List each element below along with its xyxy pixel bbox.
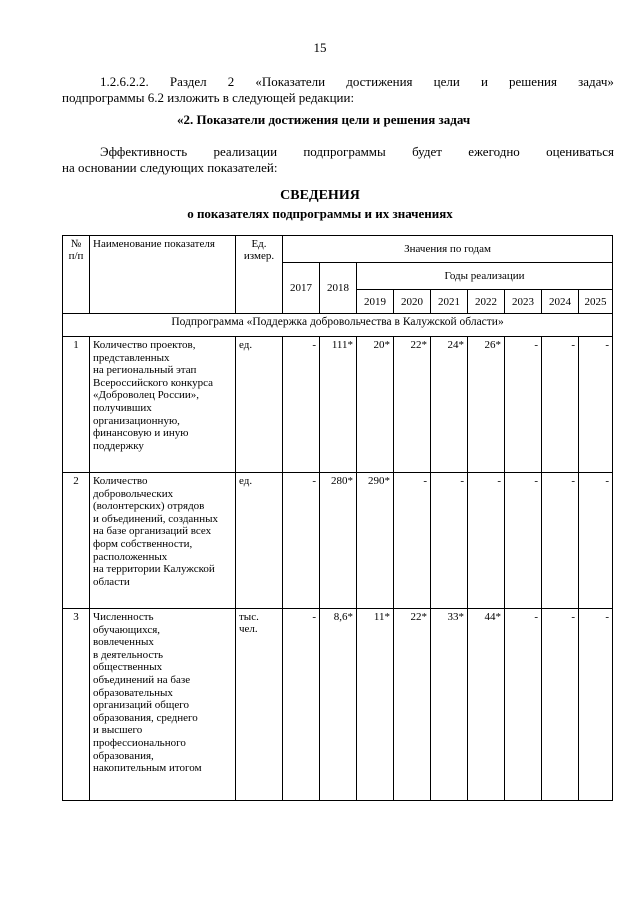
header-year: 2018 xyxy=(320,263,357,314)
indicator-name-line: на региональный этап xyxy=(93,364,197,377)
value-cell: - xyxy=(505,473,542,609)
header-implementation-years: Годы реализации xyxy=(357,263,613,290)
unit-cell: ед. xyxy=(236,337,283,473)
document-title: СВЕДЕНИЯ xyxy=(280,188,360,203)
indicator-name-line: Количество xyxy=(93,475,148,487)
row-number: 2 xyxy=(63,473,90,609)
indicator-name-line: получивших xyxy=(93,401,152,414)
amendment-word: 2 xyxy=(227,74,235,89)
indicator-name-line: организаций общего xyxy=(93,699,189,712)
value-cell: 26* xyxy=(468,337,505,473)
header-year: 2022 xyxy=(468,290,505,314)
indicators-table xyxy=(62,235,613,801)
value-cell: - xyxy=(431,473,468,609)
value-cell: 111* xyxy=(320,337,357,473)
value-cell: - xyxy=(542,473,579,609)
page-number: 15 xyxy=(313,40,327,55)
header-year: 2023 xyxy=(505,290,542,314)
amendment-line-2: подпрограммы 6.2 изложить в следующей редакции: xyxy=(62,90,355,105)
indicator-name-line: Количество проектов, xyxy=(93,339,196,351)
indicator-name-line: общественных xyxy=(93,661,163,674)
amendment-line-1 xyxy=(62,74,614,90)
amendment-word: задач» xyxy=(578,74,614,89)
subprogram-title: Подпрограмма «Поддержка добровольчества в Калужской области» xyxy=(63,314,613,337)
table-row xyxy=(63,337,613,473)
indicator-name-line: на территории Калужской xyxy=(93,563,215,576)
value-cell: - xyxy=(542,609,579,801)
unit-cell: тыс. чел. xyxy=(236,609,283,801)
amendment-word: 1.2.6.2.2. xyxy=(100,74,149,89)
efficiency-word: ежегодно xyxy=(468,144,520,159)
indicator-name-line: и объединений, созданных xyxy=(93,512,218,525)
indicator-name-line: образовательных xyxy=(93,686,173,699)
indicator-name-line: обучающихся, xyxy=(93,623,161,636)
amendment-word: решения xyxy=(509,74,557,89)
indicator-name-line: добровольческих xyxy=(93,487,174,500)
header-unit: Ед. измер. xyxy=(236,236,283,314)
indicator-name-line: расположенных xyxy=(93,550,168,563)
efficiency-word: оцениваться xyxy=(546,144,614,159)
value-cell: - xyxy=(579,337,613,473)
value-cell: - xyxy=(579,609,613,801)
section-heading: «2. Показатели достижения цели и решения задач xyxy=(177,112,471,127)
indicator-name-line: на базе организаций всех xyxy=(93,525,212,538)
header-year: 2020 xyxy=(394,290,431,314)
unit-cell: ед. xyxy=(236,473,283,609)
table-row xyxy=(63,609,613,801)
value-cell: 44* xyxy=(468,609,505,801)
value-cell: - xyxy=(468,473,505,609)
value-cell: - xyxy=(283,609,320,801)
indicator-name xyxy=(90,609,236,801)
efficiency-word: реализации xyxy=(213,144,278,159)
indicator-name xyxy=(90,473,236,609)
header-year: 2017 xyxy=(283,263,320,314)
value-cell: 22* xyxy=(394,337,431,473)
indicator-name-line: вовлеченных xyxy=(93,636,154,649)
amendment-word: Раздел xyxy=(169,74,207,89)
amendment-word: «Показатели xyxy=(255,74,326,89)
indicator-name-line: в деятельность xyxy=(93,648,164,661)
efficiency-line-1 xyxy=(62,144,614,160)
efficiency-line-2: на основании следующих показателей: xyxy=(62,160,278,175)
header-indicator-name: Наименование показателя xyxy=(90,236,236,314)
indicator-name-line: поддержку xyxy=(93,439,144,452)
indicator-name-line: Всероссийского конкурса xyxy=(93,376,213,389)
document-subtitle: о показателях подпрограммы и их значениях xyxy=(187,206,453,221)
amendment-word: достижения xyxy=(346,74,413,89)
indicator-name-line: финансовую и иную xyxy=(93,427,189,440)
indicator-name-line: (волонтерских) отрядов xyxy=(93,500,205,513)
value-cell: 290* xyxy=(357,473,394,609)
header-values-by-year: Значения по годам xyxy=(283,236,613,263)
value-cell: - xyxy=(283,473,320,609)
row-number: 1 xyxy=(63,337,90,473)
indicator-name-line: «Доброволец России», xyxy=(93,389,199,402)
header-number: № п/п xyxy=(63,236,90,314)
indicator-name xyxy=(90,337,236,473)
value-cell: - xyxy=(579,473,613,609)
indicator-name-line: представленных xyxy=(93,351,170,364)
value-cell: 11* xyxy=(357,609,394,801)
header-year: 2024 xyxy=(542,290,579,314)
value-cell: - xyxy=(283,337,320,473)
indicator-name-line: образования, среднего xyxy=(93,711,198,724)
efficiency-word: будет xyxy=(412,144,442,159)
header-year: 2025 xyxy=(579,290,613,314)
indicator-name-line: области xyxy=(93,575,130,588)
indicator-name-line: накопительным итогом xyxy=(93,762,202,775)
value-cell: 280* xyxy=(320,473,357,609)
table-row xyxy=(63,473,613,609)
indicator-name-line: образования, xyxy=(93,749,154,762)
header-year: 2019 xyxy=(357,290,394,314)
value-cell: 8,6* xyxy=(320,609,357,801)
header-year: 2021 xyxy=(431,290,468,314)
indicator-name-line: форм собственности, xyxy=(93,537,193,550)
value-cell: 20* xyxy=(357,337,394,473)
indicator-name-line: объединений на базе xyxy=(93,673,191,686)
amendment-word: и xyxy=(480,74,488,89)
value-cell: 33* xyxy=(431,609,468,801)
efficiency-word: Эффективность xyxy=(100,144,188,159)
indicator-name-line: и высшего xyxy=(93,724,143,737)
efficiency-word: подпрограммы xyxy=(303,144,386,159)
indicator-name-line: организационную, xyxy=(93,414,180,427)
value-cell: - xyxy=(394,473,431,609)
indicator-name-line: Численность xyxy=(93,611,154,623)
amendment-paragraph xyxy=(62,74,614,106)
amendment-word: цели xyxy=(433,74,460,89)
value-cell: 24* xyxy=(431,337,468,473)
value-cell: - xyxy=(542,337,579,473)
value-cell: 22* xyxy=(394,609,431,801)
indicator-name-line: профессионального xyxy=(93,736,186,749)
value-cell: - xyxy=(505,337,542,473)
efficiency-paragraph xyxy=(62,144,614,176)
row-number: 3 xyxy=(63,609,90,801)
value-cell: - xyxy=(505,609,542,801)
